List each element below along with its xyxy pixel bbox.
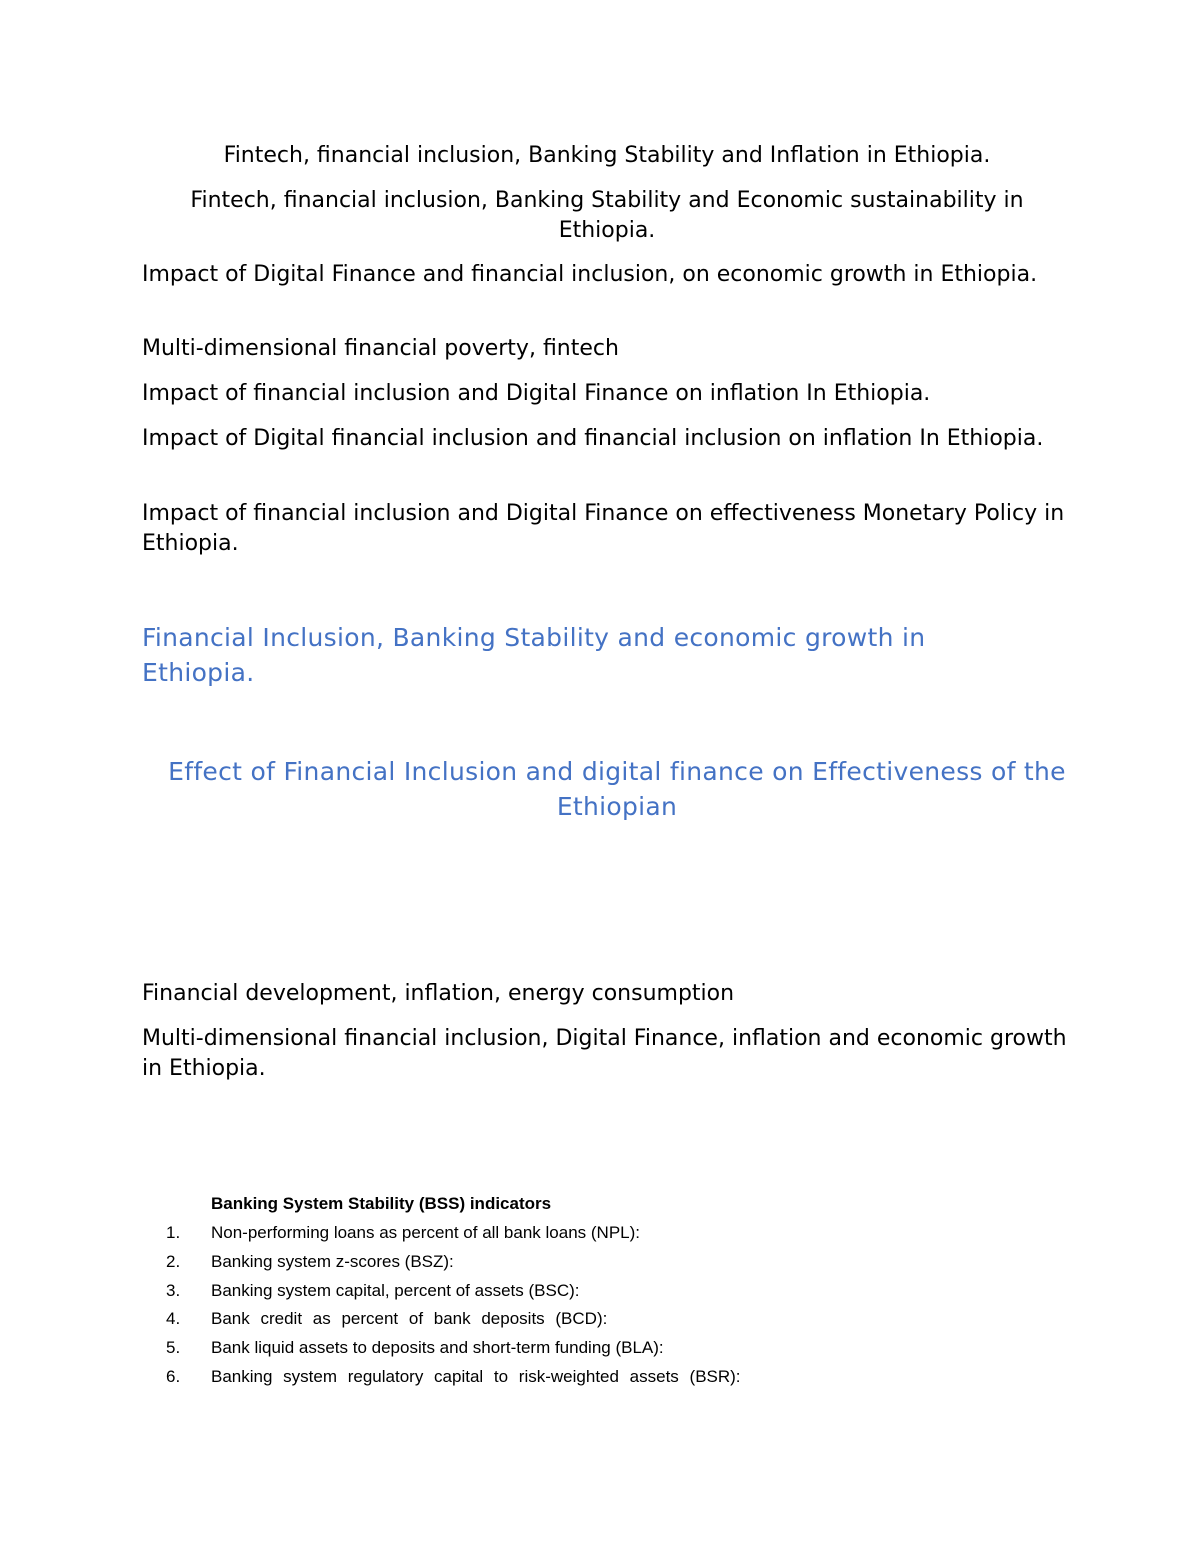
text-line-3: Impact of Digital Finance and financial inclusion, on economic growth in Ethiopia. bbox=[142, 262, 1038, 287]
list-text: Bank credit as percent of bank deposits (BCD): bbox=[211, 1309, 608, 1329]
text-line-7: Impact of financial inclusion and Digital Finance on effectiveness Monetary Policy in Ethiopia. bbox=[142, 501, 1065, 556]
list-item bbox=[166, 1336, 806, 1365]
heading-effect-financial-inclusion: Effect of Financial Inclusion and digital finance on Effectiveness of the Ethiopian bbox=[168, 757, 1066, 821]
bss-indicator-list bbox=[166, 1221, 806, 1394]
title-line-2: Fintech, financial inclusion, Banking Stability and Economic sustainability in Ethiopia. bbox=[190, 188, 1024, 243]
list-item bbox=[166, 1279, 806, 1308]
list-item bbox=[166, 1250, 806, 1279]
list-number: 5. bbox=[166, 1338, 181, 1358]
text-line-6: Impact of Digital financial inclusion and financial inclusion on inflation In Ethiopia. bbox=[142, 426, 1044, 451]
bss-title: Banking System Stability (BSS) indicators bbox=[211, 1194, 552, 1213]
text-line-financial-development: Financial development, inflation, energy consumption bbox=[142, 981, 735, 1006]
list-number: 1. bbox=[166, 1223, 181, 1242]
list-number: 3. bbox=[166, 1280, 181, 1300]
text-line-multi-dimensional: Multi-dimensional financial inclusion, Digital Finance, inflation and economic growth in Ethiopia. bbox=[142, 1026, 1067, 1081]
list-text: Banking system regulatory capital to risk-weighted assets (BSR): bbox=[211, 1366, 741, 1386]
heading-financial-inclusion: Financial Inclusion, Banking Stability and economic growth in Ethiopia. bbox=[142, 623, 926, 687]
list-text: Non-performing loans as percent of all bank loans (NPL): bbox=[211, 1223, 640, 1242]
list-number: 4. bbox=[166, 1309, 181, 1329]
list-text: Banking system z-scores (BSZ): bbox=[211, 1251, 454, 1271]
list-text: Banking system capital, percent of assets (BSC): bbox=[211, 1280, 580, 1300]
list-item bbox=[166, 1221, 806, 1250]
list-item bbox=[166, 1307, 806, 1336]
list-number: 6. bbox=[166, 1366, 181, 1386]
title-line-1: Fintech, financial inclusion, Banking Stability and Inflation in Ethiopia. bbox=[223, 143, 991, 168]
list-number: 2. bbox=[166, 1251, 181, 1271]
text-line-4: Multi-dimensional financial poverty, fintech bbox=[142, 336, 619, 361]
list-item bbox=[166, 1365, 806, 1394]
list-text: Bank liquid assets to deposits and short-term funding (BLA): bbox=[211, 1338, 664, 1358]
text-line-5: Impact of financial inclusion and Digital Finance on inflation In Ethiopia. bbox=[142, 381, 931, 406]
